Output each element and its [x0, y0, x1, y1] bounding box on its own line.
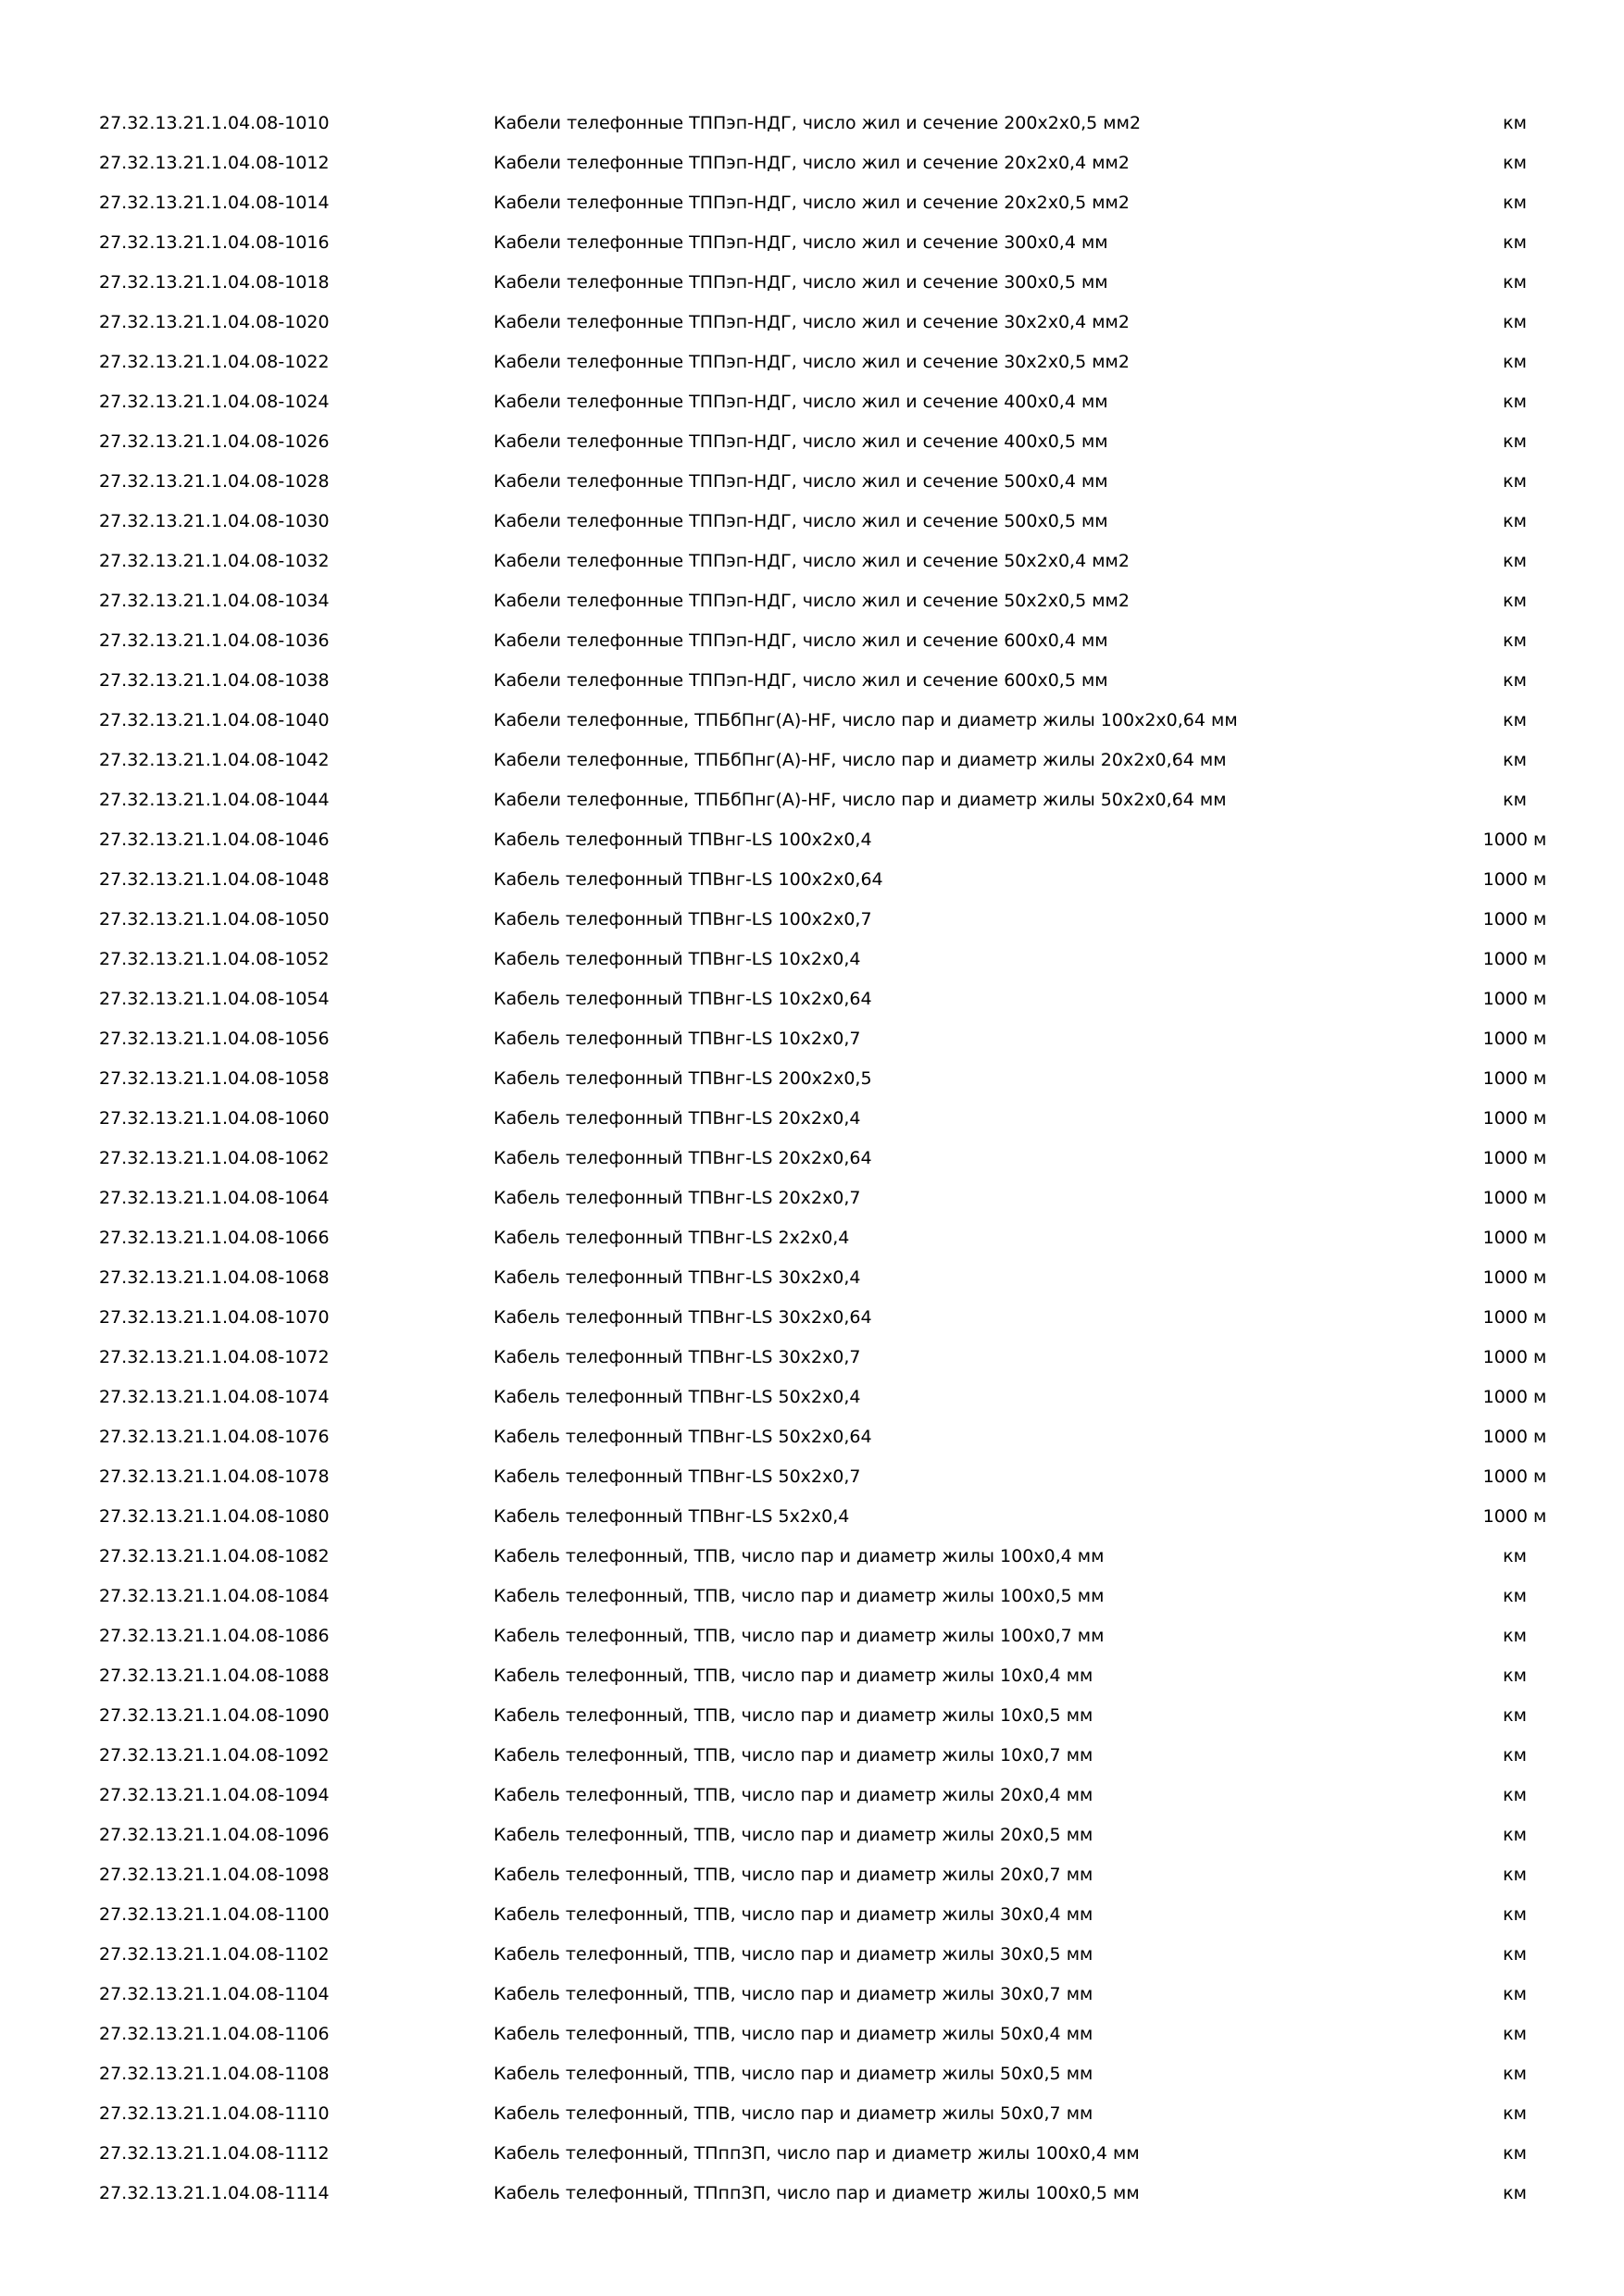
row-name: Кабель телефонный, ТПВ, число пар и диаметр жилы 30х0,4 мм: [493, 1904, 1093, 1925]
row-code: 27.32.13.21.1.04.08-1114: [99, 2183, 330, 2203]
row-name: Кабели телефонные, ТПБбПнг(А)-HF, число пар и диаметр жилы 50х2х0,64 мм: [493, 790, 1227, 810]
row-unit: км: [1503, 551, 1527, 571]
row-name: Кабель телефонный ТПВнг-LS 20х2х0,7: [493, 1188, 861, 1208]
row-name: Кабель телефонный ТПВнг-LS 50х2х0,4: [493, 1387, 861, 1407]
row-name: Кабели телефонные, ТПБбПнг(А)-HF, число пар и диаметр жилы 20х2х0,64 мм: [493, 750, 1227, 770]
row-unit: км: [1503, 352, 1527, 372]
row-unit: км: [1503, 1904, 1527, 1925]
table-row: [0, 820, 1624, 860]
row-name: Кабели телефонные ТППэп-НДГ, число жил и сечение 50х2х0,4 мм2: [493, 551, 1130, 571]
table-row: [0, 1218, 1624, 1258]
row-name: Кабель телефонный, ТПВ, число пар и диаметр жилы 20х0,7 мм: [493, 1865, 1093, 1885]
row-unit: км: [1503, 2183, 1527, 2203]
row-name: Кабель телефонный ТПВнг-LS 20х2х0,4: [493, 1108, 861, 1129]
row-name: Кабель телефонный ТПВнг-LS 10х2х0,7: [493, 1029, 861, 1049]
row-unit: км: [1503, 750, 1527, 770]
row-name: Кабель телефонный, ТПппЗП, число пар и диаметр жилы 100х0,5 мм: [493, 2183, 1140, 2203]
row-code: 27.32.13.21.1.04.08-1056: [99, 1029, 330, 1049]
row-unit: км: [1503, 1666, 1527, 1686]
row-unit: 1000 м: [1482, 1188, 1547, 1208]
table-row: [0, 2174, 1624, 2214]
row-unit: км: [1503, 272, 1527, 293]
row-code: 27.32.13.21.1.04.08-1094: [99, 1785, 330, 1805]
row-code: 27.32.13.21.1.04.08-1024: [99, 392, 330, 412]
row-unit: 1000 м: [1482, 1068, 1547, 1089]
row-unit: 1000 м: [1482, 909, 1547, 930]
row-code: 27.32.13.21.1.04.08-1082: [99, 1546, 330, 1566]
table-row: [0, 502, 1624, 542]
row-unit: 1000 м: [1482, 869, 1547, 890]
table-row: [0, 1855, 1624, 1895]
table-row: [0, 661, 1624, 701]
row-code: 27.32.13.21.1.04.08-1104: [99, 1984, 330, 2004]
table-row: [0, 1577, 1624, 1616]
row-code: 27.32.13.21.1.04.08-1080: [99, 1506, 330, 1527]
row-name: Кабель телефонный ТПВнг-LS 50х2х0,7: [493, 1466, 861, 1487]
row-code: 27.32.13.21.1.04.08-1012: [99, 153, 330, 173]
row-unit: 1000 м: [1482, 949, 1547, 969]
row-unit: км: [1503, 113, 1527, 133]
row-unit: км: [1503, 1825, 1527, 1845]
row-unit: 1000 м: [1482, 830, 1547, 850]
row-unit: км: [1503, 2064, 1527, 2084]
table-row: [0, 1537, 1624, 1577]
row-code: 27.32.13.21.1.04.08-1088: [99, 1666, 330, 1686]
row-unit: км: [1503, 1745, 1527, 1766]
table-row: [0, 263, 1624, 303]
price-list-table: [0, 104, 1624, 2214]
row-name: Кабели телефонные ТППэп-НДГ, число жил и сечение 400х0,4 мм: [493, 392, 1108, 412]
row-code: 27.32.13.21.1.04.08-1036: [99, 630, 330, 651]
row-name: Кабели телефонные ТППэп-НДГ, число жил и сечение 500х0,5 мм: [493, 511, 1108, 531]
row-unit: км: [1503, 153, 1527, 173]
row-code: 27.32.13.21.1.04.08-1096: [99, 1825, 330, 1845]
row-unit: км: [1503, 471, 1527, 492]
table-row: [0, 303, 1624, 343]
row-unit: км: [1503, 312, 1527, 332]
row-unit: км: [1503, 1626, 1527, 1646]
table-row: [0, 1696, 1624, 1736]
row-unit: 1000 м: [1482, 1267, 1547, 1288]
row-code: 27.32.13.21.1.04.08-1060: [99, 1108, 330, 1129]
row-unit: км: [1503, 1785, 1527, 1805]
row-name: Кабель телефонный, ТПВ, число пар и диаметр жилы 100х0,5 мм: [493, 1586, 1105, 1606]
row-unit: км: [1503, 2024, 1527, 2044]
row-code: 27.32.13.21.1.04.08-1018: [99, 272, 330, 293]
row-unit: км: [1503, 670, 1527, 691]
row-unit: км: [1503, 1944, 1527, 1965]
row-code: 27.32.13.21.1.04.08-1078: [99, 1466, 330, 1487]
row-name: Кабель телефонный, ТПВ, число пар и диаметр жилы 10х0,4 мм: [493, 1666, 1093, 1686]
table-row: [0, 2134, 1624, 2174]
row-name: Кабель телефонный ТПВнг-LS 2х2х0,4: [493, 1228, 850, 1248]
table-row: [0, 1298, 1624, 1338]
table-row: [0, 1139, 1624, 1179]
table-row: [0, 1417, 1624, 1457]
row-unit: км: [1503, 710, 1527, 730]
table-row: [0, 1736, 1624, 1776]
row-name: Кабель телефонный ТПВнг-LS 30х2х0,64: [493, 1307, 872, 1328]
row-code: 27.32.13.21.1.04.08-1102: [99, 1944, 330, 1965]
row-name: Кабель телефонный, ТПВ, число пар и диаметр жилы 30х0,5 мм: [493, 1944, 1093, 1965]
row-name: Кабель телефонный, ТПВ, число пар и диаметр жилы 100х0,4 мм: [493, 1546, 1105, 1566]
row-code: 27.32.13.21.1.04.08-1042: [99, 750, 330, 770]
row-code: 27.32.13.21.1.04.08-1046: [99, 830, 330, 850]
row-code: 27.32.13.21.1.04.08-1098: [99, 1865, 330, 1885]
row-name: Кабель телефонный, ТПВ, число пар и диаметр жилы 50х0,7 мм: [493, 2103, 1093, 2124]
table-row: [0, 1378, 1624, 1417]
row-code: 27.32.13.21.1.04.08-1072: [99, 1347, 330, 1367]
row-code: 27.32.13.21.1.04.08-1038: [99, 670, 330, 691]
row-code: 27.32.13.21.1.04.08-1048: [99, 869, 330, 890]
row-unit: км: [1503, 193, 1527, 213]
row-unit: км: [1503, 1705, 1527, 1726]
row-name: Кабель телефонный ТПВнг-LS 20х2х0,64: [493, 1148, 872, 1168]
row-code: 27.32.13.21.1.04.08-1090: [99, 1705, 330, 1726]
row-unit: 1000 м: [1482, 989, 1547, 1009]
table-row: [0, 462, 1624, 502]
row-unit: км: [1503, 630, 1527, 651]
row-name: Кабели телефонные ТППэп-НДГ, число жил и сечение 300х0,4 мм: [493, 232, 1108, 253]
row-name: Кабель телефонный, ТПВ, число пар и диаметр жилы 10х0,5 мм: [493, 1705, 1093, 1726]
table-row: [0, 1616, 1624, 1656]
table-row: [0, 621, 1624, 661]
table-row: [0, 1776, 1624, 1816]
row-unit: 1000 м: [1482, 1466, 1547, 1487]
table-row: [0, 1258, 1624, 1298]
table-row: [0, 1019, 1624, 1059]
table-row: [0, 1656, 1624, 1696]
row-name: Кабель телефонный ТПВнг-LS 5х2х0,4: [493, 1506, 850, 1527]
row-name: Кабель телефонный, ТПВ, число пар и диаметр жилы 100х0,7 мм: [493, 1626, 1105, 1646]
row-code: 27.32.13.21.1.04.08-1112: [99, 2143, 330, 2164]
row-name: Кабели телефонные ТППэп-НДГ, число жил и сечение 400х0,5 мм: [493, 431, 1108, 452]
row-unit: 1000 м: [1482, 1228, 1547, 1248]
row-name: Кабели телефонные ТППэп-НДГ, число жил и сечение 600х0,5 мм: [493, 670, 1108, 691]
row-code: 27.32.13.21.1.04.08-1100: [99, 1904, 330, 1925]
row-code: 27.32.13.21.1.04.08-1014: [99, 193, 330, 213]
table-row: [0, 1338, 1624, 1378]
row-unit: 1000 м: [1482, 1307, 1547, 1328]
row-name: Кабели телефонные ТППэп-НДГ, число жил и сечение 500х0,4 мм: [493, 471, 1108, 492]
row-code: 27.32.13.21.1.04.08-1030: [99, 511, 330, 531]
row-name: Кабель телефонный ТПВнг-LS 50х2х0,64: [493, 1427, 872, 1447]
table-row: [0, 2094, 1624, 2134]
row-code: 27.32.13.21.1.04.08-1032: [99, 551, 330, 571]
table-row: [0, 542, 1624, 581]
row-unit: 1000 м: [1482, 1427, 1547, 1447]
table-row: [0, 701, 1624, 741]
table-row: [0, 780, 1624, 820]
table-row: [0, 900, 1624, 940]
row-code: 27.32.13.21.1.04.08-1064: [99, 1188, 330, 1208]
table-row: [0, 1975, 1624, 2015]
table-row: [0, 1099, 1624, 1139]
row-code: 27.32.13.21.1.04.08-1086: [99, 1626, 330, 1646]
row-unit: км: [1503, 2143, 1527, 2164]
row-code: 27.32.13.21.1.04.08-1068: [99, 1267, 330, 1288]
row-unit: 1000 м: [1482, 1148, 1547, 1168]
row-code: 27.32.13.21.1.04.08-1054: [99, 989, 330, 1009]
row-name: Кабель телефонный, ТПВ, число пар и диаметр жилы 20х0,5 мм: [493, 1825, 1093, 1845]
row-unit: км: [1503, 1546, 1527, 1566]
table-row: [0, 741, 1624, 780]
row-name: Кабели телефонные ТППэп-НДГ, число жил и сечение 300х0,5 мм: [493, 272, 1108, 293]
table-row: [0, 581, 1624, 621]
table-row: [0, 940, 1624, 980]
row-name: Кабели телефонные ТППэп-НДГ, число жил и сечение 600х0,4 мм: [493, 630, 1108, 651]
table-row: [0, 343, 1624, 382]
table-row: [0, 1497, 1624, 1537]
row-code: 27.32.13.21.1.04.08-1106: [99, 2024, 330, 2044]
row-name: Кабель телефонный, ТПВ, число пар и диаметр жилы 30х0,7 мм: [493, 1984, 1093, 2004]
table-row: [0, 1895, 1624, 1935]
row-code: 27.32.13.21.1.04.08-1050: [99, 909, 330, 930]
table-row: [0, 104, 1624, 144]
table-row: [0, 223, 1624, 263]
row-code: 27.32.13.21.1.04.08-1034: [99, 591, 330, 611]
table-row: [0, 1816, 1624, 1855]
row-unit: км: [1503, 1586, 1527, 1606]
row-name: Кабель телефонный, ТПВ, число пар и диаметр жилы 10х0,7 мм: [493, 1745, 1093, 1766]
row-name: Кабель телефонный ТПВнг-LS 100х2х0,4: [493, 830, 872, 850]
row-code: 27.32.13.21.1.04.08-1026: [99, 431, 330, 452]
table-row: [0, 980, 1624, 1019]
row-name: Кабели телефонные ТППэп-НДГ, число жил и сечение 50х2х0,5 мм2: [493, 591, 1130, 611]
row-code: 27.32.13.21.1.04.08-1058: [99, 1068, 330, 1089]
row-unit: 1000 м: [1482, 1108, 1547, 1129]
table-row: [0, 1179, 1624, 1218]
table-row: [0, 183, 1624, 223]
row-code: 27.32.13.21.1.04.08-1092: [99, 1745, 330, 1766]
row-code: 27.32.13.21.1.04.08-1040: [99, 710, 330, 730]
table-row: [0, 1059, 1624, 1099]
row-name: Кабель телефонный ТПВнг-LS 10х2х0,4: [493, 949, 861, 969]
table-row: [0, 382, 1624, 422]
row-code: 27.32.13.21.1.04.08-1010: [99, 113, 330, 133]
row-name: Кабели телефонные ТППэп-НДГ, число жил и сечение 200х2х0,5 мм2: [493, 113, 1142, 133]
row-name: Кабель телефонный ТПВнг-LS 100х2х0,64: [493, 869, 883, 890]
row-code: 27.32.13.21.1.04.08-1028: [99, 471, 330, 492]
row-code: 27.32.13.21.1.04.08-1016: [99, 232, 330, 253]
row-code: 27.32.13.21.1.04.08-1066: [99, 1228, 330, 1248]
table-row: [0, 860, 1624, 900]
row-code: 27.32.13.21.1.04.08-1110: [99, 2103, 330, 2124]
table-row: [0, 2015, 1624, 2054]
row-name: Кабели телефонные ТППэп-НДГ, число жил и сечение 30х2х0,5 мм2: [493, 352, 1130, 372]
row-code: 27.32.13.21.1.04.08-1074: [99, 1387, 330, 1407]
table-row: [0, 1935, 1624, 1975]
row-unit: 1000 м: [1482, 1506, 1547, 1527]
row-unit: км: [1503, 431, 1527, 452]
row-name: Кабель телефонный ТПВнг-LS 100х2х0,7: [493, 909, 872, 930]
row-code: 27.32.13.21.1.04.08-1052: [99, 949, 330, 969]
row-code: 27.32.13.21.1.04.08-1108: [99, 2064, 330, 2084]
row-code: 27.32.13.21.1.04.08-1020: [99, 312, 330, 332]
row-unit: км: [1503, 511, 1527, 531]
table-row: [0, 144, 1624, 183]
row-unit: км: [1503, 790, 1527, 810]
table-row: [0, 422, 1624, 462]
row-unit: км: [1503, 591, 1527, 611]
row-name: Кабель телефонный ТПВнг-LS 10х2х0,64: [493, 989, 872, 1009]
row-unit: 1000 м: [1482, 1029, 1547, 1049]
row-code: 27.32.13.21.1.04.08-1022: [99, 352, 330, 372]
row-name: Кабель телефонный ТПВнг-LS 200х2х0,5: [493, 1068, 872, 1089]
row-name: Кабель телефонный ТПВнг-LS 30х2х0,7: [493, 1347, 861, 1367]
row-name: Кабели телефонные, ТПБбПнг(А)-HF, число пар и диаметр жилы 100х2х0,64 мм: [493, 710, 1238, 730]
row-unit: км: [1503, 1865, 1527, 1885]
row-code: 27.32.13.21.1.04.08-1044: [99, 790, 330, 810]
row-name: Кабели телефонные ТППэп-НДГ, число жил и сечение 20х2х0,5 мм2: [493, 193, 1130, 213]
row-unit: км: [1503, 392, 1527, 412]
row-name: Кабель телефонный ТПВнг-LS 30х2х0,4: [493, 1267, 861, 1288]
row-name: Кабель телефонный, ТПВ, число пар и диаметр жилы 50х0,4 мм: [493, 2024, 1093, 2044]
row-name: Кабели телефонные ТППэп-НДГ, число жил и сечение 20х2х0,4 мм2: [493, 153, 1130, 173]
row-name: Кабель телефонный, ТПппЗП, число пар и диаметр жилы 100х0,4 мм: [493, 2143, 1140, 2164]
row-code: 27.32.13.21.1.04.08-1062: [99, 1148, 330, 1168]
row-unit: 1000 м: [1482, 1387, 1547, 1407]
table-row: [0, 1457, 1624, 1497]
row-code: 27.32.13.21.1.04.08-1076: [99, 1427, 330, 1447]
row-code: 27.32.13.21.1.04.08-1084: [99, 1586, 330, 1606]
row-unit: км: [1503, 2103, 1527, 2124]
row-unit: 1000 м: [1482, 1347, 1547, 1367]
row-unit: км: [1503, 1984, 1527, 2004]
row-name: Кабель телефонный, ТПВ, число пар и диаметр жилы 50х0,5 мм: [493, 2064, 1093, 2084]
row-name: Кабель телефонный, ТПВ, число пар и диаметр жилы 20х0,4 мм: [493, 1785, 1093, 1805]
row-unit: км: [1503, 232, 1527, 253]
row-code: 27.32.13.21.1.04.08-1070: [99, 1307, 330, 1328]
row-name: Кабели телефонные ТППэп-НДГ, число жил и сечение 30х2х0,4 мм2: [493, 312, 1130, 332]
table-row: [0, 2054, 1624, 2094]
